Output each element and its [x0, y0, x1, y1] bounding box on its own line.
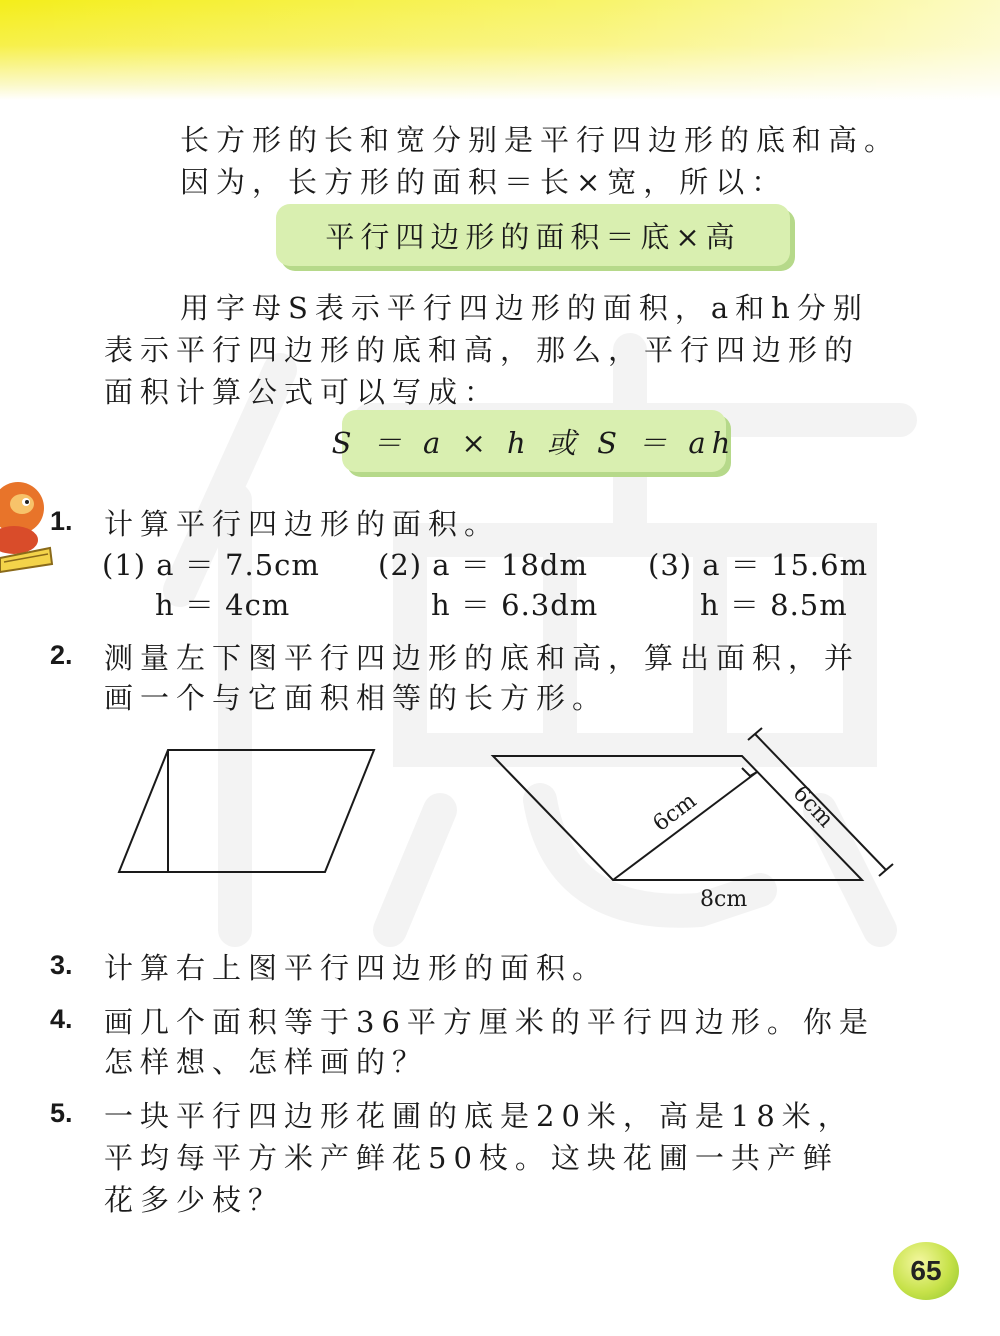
exercise-2-line-1: 测量左下图平行四边形的底和高，算出面积，并	[104, 641, 861, 675]
exercise-5-line-2: 平均每平方米产鲜花50枝。这块花圃一共产鲜	[104, 1141, 839, 1175]
area-formula-box	[276, 204, 790, 266]
exercise-3-number: 3.	[50, 950, 73, 980]
inner-height-label: 6cm	[648, 788, 702, 837]
exercise-5-number: 5.	[50, 1098, 73, 1128]
intro-line-1: 长方形的长和宽分别是平行四边形的底和高。	[180, 123, 901, 157]
exercise-1-number: 1.	[50, 506, 73, 536]
area-formula-text: 平行四边形的面积＝底×高	[325, 219, 741, 254]
letter-formula-text: S ＝ a × h 或 S ＝ ah	[331, 425, 737, 460]
paragraph-line-1: 用字母S表示平行四边形的面积，a和h分别	[180, 291, 869, 325]
subproblem-1-h: h ＝ 4cm	[155, 588, 291, 622]
left-parallelogram	[119, 750, 374, 872]
page-number: 65	[910, 1255, 942, 1286]
exercise-4-line-1: 画几个面积等于36平方厘米的平行四边形。你是	[104, 1005, 875, 1039]
subproblem-1-a: (1) a ＝ 7.5cm	[102, 548, 320, 582]
subproblem-2-a: (2) a ＝ 18dm	[378, 548, 588, 582]
exercise-2-number: 2.	[50, 640, 73, 670]
exercise-4-number: 4.	[50, 1004, 73, 1034]
base-length-label: 8cm	[700, 887, 748, 912]
subproblem-3-a: (3) a ＝ 15.6m	[648, 548, 869, 582]
exercise-2-line-2: 画一个与它面积相等的长方形。	[104, 681, 609, 715]
page-number-badge	[893, 1242, 959, 1300]
exercise-3-line-1: 计算右上图平行四边形的面积。	[104, 951, 609, 985]
paragraph-line-3: 面积计算公式可以写成：	[104, 375, 501, 409]
exercise-1-line-1: 计算平行四边形的面积。	[104, 507, 501, 541]
intro-line-2: 因为，长方形的面积＝长×宽，所以：	[180, 165, 788, 199]
subproblem-3-h: h ＝ 8.5m	[700, 588, 848, 622]
letter-formula-box	[331, 410, 737, 472]
exercise-5-line-3: 花多少枝？	[104, 1183, 285, 1217]
paragraph-line-2: 表示平行四边形的底和高，那么，平行四边形的	[104, 333, 861, 367]
side-length-label: 6cm	[787, 781, 839, 833]
subproblem-2-h: h ＝ 6.3dm	[431, 588, 599, 622]
mascot-reading-icon	[0, 478, 56, 574]
header-band	[0, 0, 1000, 100]
exercise-4-line-2: 怎样想、怎样画的？	[104, 1045, 429, 1079]
exercise-5-line-1: 一块平行四边形花圃的底是20米，高是18米，	[104, 1099, 854, 1133]
parallelogram-figures	[0, 720, 1000, 920]
